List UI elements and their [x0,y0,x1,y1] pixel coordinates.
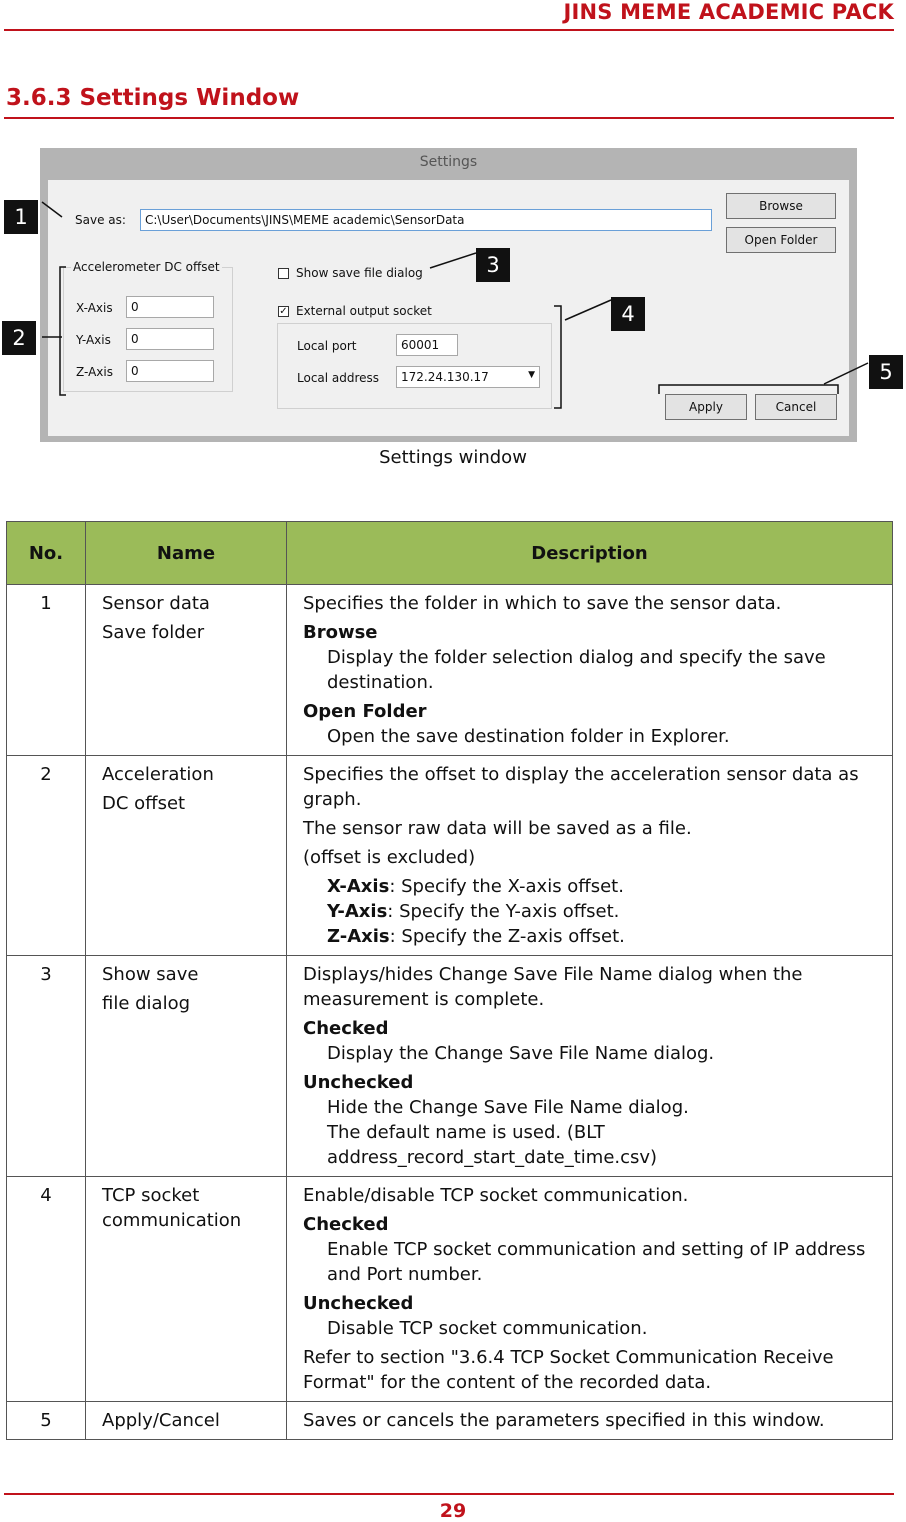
external-socket-checkbox[interactable]: ✓ [279,306,288,317]
description-text: Specifies the folder in which to save the sensor data. [303,593,782,614]
name-line: Acceleration [102,764,214,785]
external-socket-label: External output socket [296,304,432,318]
table-row [7,1177,893,1402]
open-folder-button[interactable]: Open Folder [726,227,836,253]
browse-button[interactable]: Browse [726,193,836,219]
page-number: 29 [439,1500,467,1522]
save-as-field[interactable]: C:\User\Documents\JINS\MEME academic\SensorData [140,209,712,231]
callout-1: 1 [4,200,38,234]
callout-4: 4 [611,297,645,331]
row-name [86,585,287,756]
name-line: file dialog [102,993,191,1014]
table-row [7,956,893,1177]
row-number: 1 [7,585,86,756]
name-line: Save folder [102,622,205,643]
name-line: Show save [102,964,199,985]
figure-caption: Settings window [379,447,527,468]
document-header-title: JINS MEME ACADEMIC PACK [563,0,894,24]
name-line: communication [102,1210,242,1231]
callout-connectors [0,0,906,480]
axis-term: Y-Axis [327,901,388,922]
column-header-no: No. [7,522,86,585]
description-text: The sensor raw data will be saved as a file. [303,818,692,839]
name-line: Sensor data [102,593,210,614]
description-term: Open Folder [303,701,427,722]
description-text: Display the Change Save File Name dialog. [327,1043,715,1064]
apply-button[interactable]: Apply [665,394,747,420]
callout-5: 5 [869,355,903,389]
description-term: Unchecked [303,1293,414,1314]
description-text: Display the folder selection dialog and specify the save destination. [327,647,826,693]
z-axis-field[interactable]: 0 [126,360,214,382]
row-description [287,1177,893,1402]
cancel-button[interactable]: Cancel [755,394,837,420]
column-header-name: Name [86,522,287,585]
local-address-value: 172.24.130.17 [401,370,489,384]
description-text: The default name is used. (BLT address_record_start_date_time.csv) [327,1122,658,1168]
local-port-field[interactable]: 60001 [396,334,458,356]
description-text: Disable TCP socket communication. [327,1318,648,1339]
row-name [86,956,287,1177]
local-port-label: Local port [297,339,357,353]
row-number: 4 [7,1177,86,1402]
local-address-label: Local address [297,371,380,385]
row-description: Saves or cancels the parameters specified in this window. [287,1402,893,1440]
settings-window-title: Settings [419,154,478,170]
callout-2: 2 [2,321,36,355]
description-text: (offset is excluded) [303,847,476,868]
z-axis-label: Z-Axis [76,365,113,379]
name-line: DC offset [102,793,186,814]
y-axis-field[interactable]: 0 [126,328,214,350]
description-term: Checked [303,1018,389,1039]
axis-desc: : Specify the X-axis offset. [389,876,624,897]
row-name: Apply/Cancel [86,1402,287,1440]
description-text: Hide the Change Save File Name dialog. [327,1097,689,1118]
description-term: Checked [303,1214,389,1235]
row-name [86,1177,287,1402]
name-line: TCP socket [102,1185,200,1206]
footer-rule [4,1493,894,1495]
section-title: 3.6.3 Settings Window [6,85,300,111]
description-text: Refer to section "3.6.4 TCP Socket Communication Receive Format" for the content of the recorded data. [303,1347,834,1393]
axis-desc: : Specify the Y-axis offset. [387,901,620,922]
table-row [7,756,893,956]
description-text: Displays/hides Change Save File Name dialog when the measurement is complete. [303,964,803,1010]
description-term: Unchecked [303,1072,414,1093]
row-description [287,585,893,756]
description-text: Open the save destination folder in Explorer. [327,726,730,747]
table-row [7,1402,893,1440]
chevron-down-icon: ▼ [528,370,535,380]
row-description [287,956,893,1177]
row-description [287,756,893,956]
table-header-row [7,522,893,585]
row-number: 2 [7,756,86,956]
description-term: Browse [303,622,378,643]
save-as-label: Save as: [75,213,126,227]
description-text: Specifies the offset to display the acceleration sensor data as graph. [303,764,859,810]
description-text: Enable/disable TCP socket communication. [303,1185,689,1206]
x-axis-label: X-Axis [76,301,113,315]
accelerometer-group-label: Accelerometer DC offset [73,260,220,274]
row-number: 5 [7,1402,86,1440]
axis-desc: : Specify the Z-axis offset. [389,926,625,947]
description-text: Enable TCP socket communication and setting of IP address and Port number. [327,1239,866,1285]
axis-term: X-Axis [327,876,390,897]
callout-3: 3 [476,248,510,282]
show-save-dialog-label: Show save file dialog [296,266,423,280]
column-header-description: Description [287,522,893,585]
row-name [86,756,287,956]
row-number: 3 [7,956,86,1177]
y-axis-label: Y-Axis [76,333,111,347]
table-row [7,585,893,756]
x-axis-field[interactable]: 0 [126,296,214,318]
settings-description-table [6,521,893,1440]
axis-term: Z-Axis [327,926,390,947]
